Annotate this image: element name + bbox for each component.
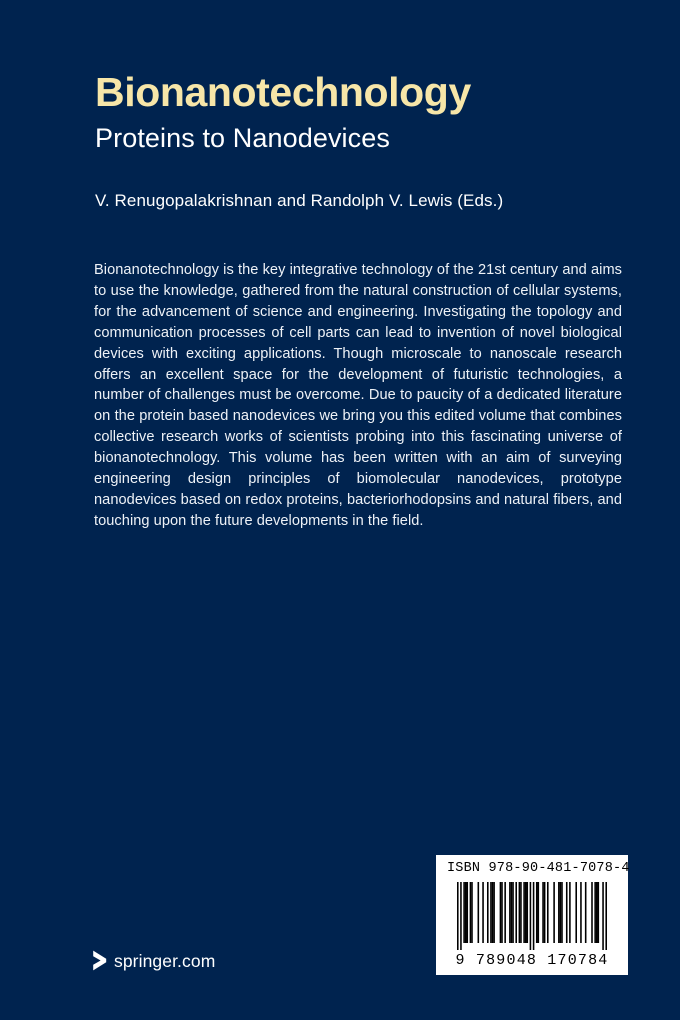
book-subtitle: Proteins to Nanodevices bbox=[95, 123, 390, 153]
ean13-barcode bbox=[457, 882, 607, 950]
book-editors: V. Renugopalakrishnan and Randolph V. Lewis (Eds.) bbox=[95, 191, 504, 210]
book-title: Bionanotechnology bbox=[95, 69, 471, 115]
isbn-barcode-panel bbox=[436, 855, 628, 975]
springer-logo[interactable] bbox=[92, 950, 215, 971]
barcode-bars bbox=[457, 882, 607, 950]
isbn-text: ISBN 978-90-481-7078-4 bbox=[447, 861, 630, 876]
chevron-right-icon bbox=[92, 950, 107, 971]
springer-wordmark: springer.com bbox=[114, 950, 216, 971]
ean13-digits: 9 789048 170784 bbox=[455, 952, 609, 969]
book-blurb: Bionanotechnology is the key integrative technology of the 21st century and aims to use the knowledge, gathered from the natural construction of cellular systems, for the advancement of science and engineering. Investigating the topology and communication processes of cell parts can lead to invention of novel biological devices with exciting applications. Though microscale to nanoscale research offers an excellent space for the development of futuristic technologies, a number of challenges must be overcome. Due to paucity of a dedicated literature on the protein based nanodevices we bring you this edited volume that combines collective research works of scientists probing into this fascinating universe of bionanotechnology. This volume has been written with an aim of surveying engineering design principles of biomolecular nanodevices, prototype nanodevices based on redox proteins, bacteriorhodopsins and natural fibers, and touching upon the future developments in the field. bbox=[94, 262, 622, 529]
